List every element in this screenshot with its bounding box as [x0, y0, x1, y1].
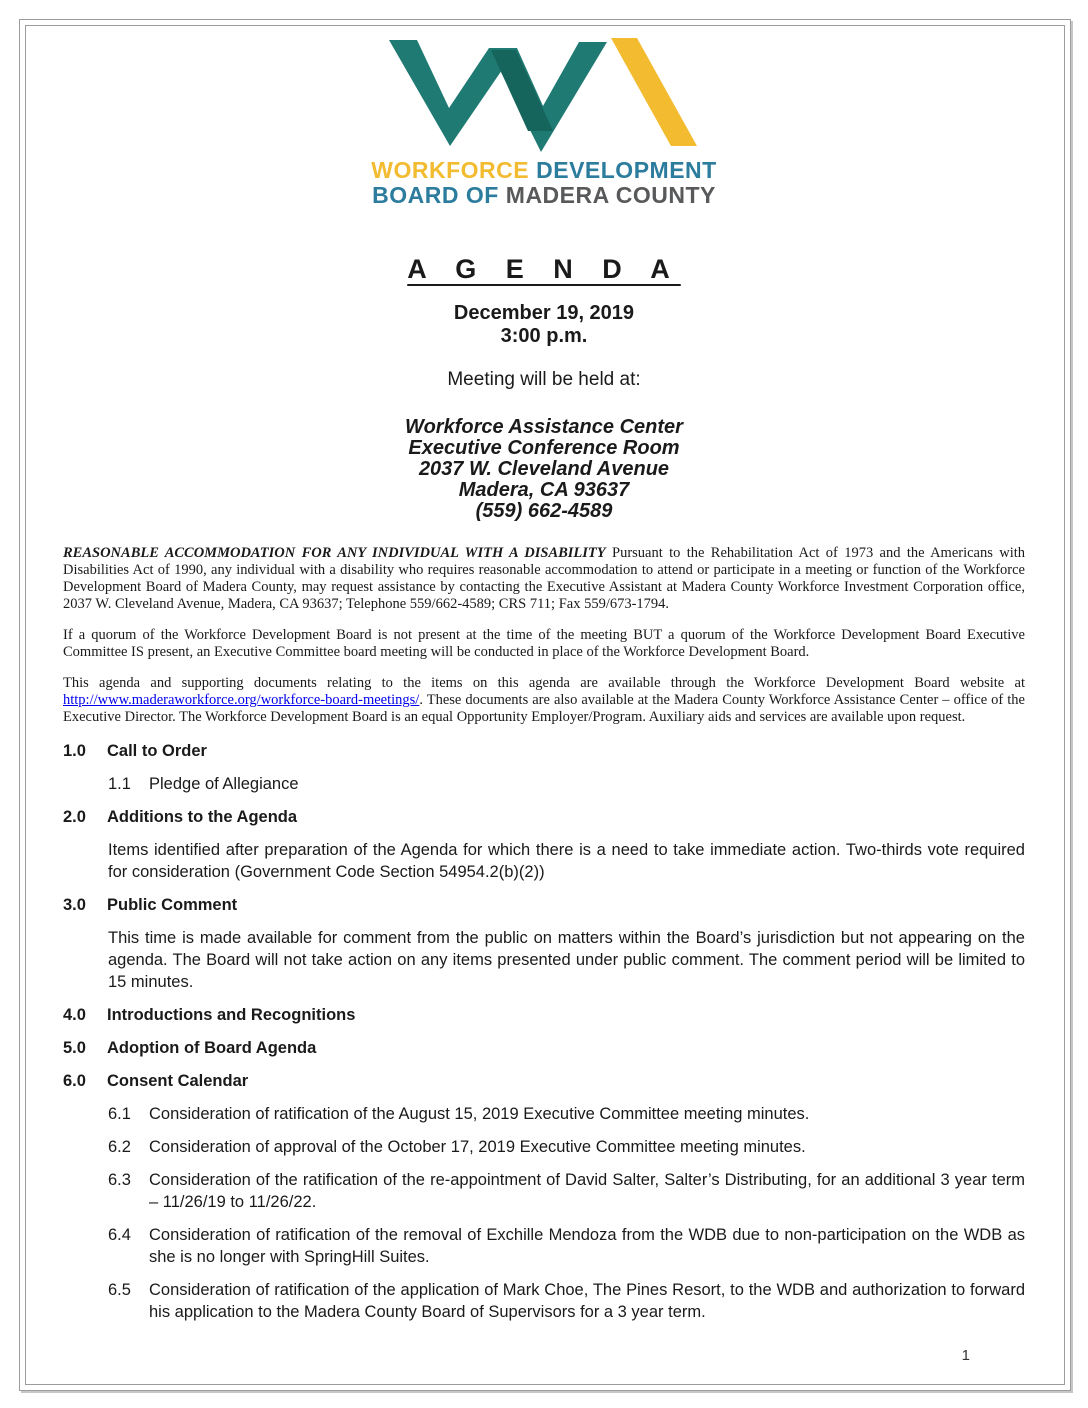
item-text: Consideration of ratification of the August 15, 2019 Executive Committee meeting minutes. [149, 1105, 810, 1123]
board-meetings-link[interactable]: http://www.maderaworkforce.org/workforce-board-meetings/ [63, 692, 420, 708]
location-line: Madera, CA 93637 [458, 479, 630, 501]
agenda-item-6-3 [108, 1169, 1025, 1213]
meeting-time: 3:00 p.m. [500, 325, 588, 347]
logo-wordmark [63, 158, 1025, 208]
logo-text-board-of: BOARD OF [372, 182, 499, 208]
item-text: Pledge of Allegiance [149, 775, 299, 793]
accommodation-notice-lead: REASONABLE ACCOMMODATION FOR ANY INDIVIDUAL WITH A DISABILITY [63, 545, 606, 561]
agenda-item-3-0-body: This time is made available for comment from the public on matters within the Board’s jurisdiction but not appearing on the agenda. The Board will not take action on any items presented under public comment. The comment period will be limited to 15 minutes. [108, 929, 1025, 991]
agenda-items [63, 740, 1025, 1323]
logo-text-workforce: WORKFORCE [371, 157, 530, 183]
item-number: 6.2 [108, 1138, 131, 1156]
workforce-development-logo-icon [379, 34, 709, 156]
agenda-item-6-1 [108, 1103, 1025, 1125]
accommodation-notice-text: Pursuant to the Rehabilitation Act of 1973 and the Americans with Disabilities Act of 1990, any individual with a disability who requires reasonable accommodation to attend or participate in a meeting or function of the Workforce Development Board of Madera County, may request assistance by contacting the Executive Assistant at Madera County Workforce Investment Corporation office, 2037 W. Cleveland Avenue, Madera, CA 93637; Telephone 559/662-4589; CRS 711; Fax 559/673-1794. [63, 545, 1026, 612]
item-number: 1.0 [63, 742, 86, 760]
item-text: Consideration of ratification of the removal of Exchille Mendoza from the WDB due to non-participation on the WDB as she is no longer with SpringHill Suites. [149, 1226, 1025, 1266]
agenda-item-1-1 [108, 773, 1025, 795]
item-title: Adoption of Board Agenda [107, 1039, 317, 1057]
held-at-label: Meeting will be held at: [447, 369, 641, 390]
item-number: 6.4 [108, 1226, 131, 1244]
agenda-item-6-4 [108, 1224, 1025, 1268]
logo-text-development: DEVELOPMENT [536, 157, 717, 183]
location-line: (559) 662-4589 [475, 500, 613, 522]
item-number: 5.0 [63, 1039, 86, 1057]
agenda-item-3-0 [63, 894, 1025, 916]
item-title: Public Comment [107, 896, 238, 914]
location-line: 2037 W. Cleveland Avenue [418, 458, 670, 480]
item-number: 6.3 [108, 1171, 131, 1189]
logo-wordmark-line2 [63, 183, 1025, 208]
logo-wordmark-line1 [63, 158, 1025, 183]
agenda-item-2-0 [63, 806, 1025, 828]
agenda-item-1-0 [63, 740, 1025, 762]
item-number: 6.0 [63, 1072, 86, 1090]
item-title: Introductions and Recognitions [107, 1006, 356, 1024]
item-number: 6.5 [108, 1281, 131, 1299]
logo-text-madera-county: MADERA COUNTY [505, 182, 716, 208]
agenda-item-6-0 [63, 1070, 1025, 1092]
item-title: Additions to the Agenda [107, 808, 298, 826]
item-text: Consideration of the ratification of the re-appointment of David Salter, Salter’s Distributing, for an additional 3 year term – 11/26/19 to 11/26/22. [149, 1171, 1025, 1211]
item-title: Consent Calendar [107, 1072, 249, 1090]
agenda-item-2-0-body: Items identified after preparation of the Agenda for which there is a need to take immediate action. Two-thirds vote required for consideration (Government Code Section 54954.2(b)(2)) [108, 841, 1025, 881]
logo [63, 34, 1025, 208]
page-number: 1 [961, 1347, 970, 1364]
meeting-datetime [63, 302, 1025, 348]
meeting-location [63, 417, 1025, 522]
item-number: 3.0 [63, 896, 86, 914]
accommodation-notice [63, 545, 1025, 613]
agenda-item-6-2 [108, 1136, 1025, 1158]
availability-notice [63, 675, 1025, 726]
location-line: Executive Conference Room [408, 437, 680, 459]
meeting-date: December 19, 2019 [453, 302, 635, 324]
item-number: 6.1 [108, 1105, 131, 1123]
page-title: A G E N D A [407, 254, 681, 284]
quorum-notice: If a quorum of the Workforce Development Board is not present at the time of the meeting BUT a quorum of the Workforce Development Board Executive Committee IS present, an Executive Committee board meeting will be conducted in place of the Workforce Development Board. [63, 627, 1025, 660]
item-text: Consideration of approval of the October 17, 2019 Executive Committee meeting minutes. [149, 1138, 806, 1156]
item-number: 1.1 [108, 775, 131, 793]
agenda-item-6-5 [108, 1279, 1025, 1323]
item-title: Call to Order [107, 742, 207, 760]
notice-section [63, 545, 1025, 726]
agenda-item-5-0 [63, 1037, 1025, 1059]
agenda-item-4-0 [63, 1004, 1025, 1026]
item-number: 4.0 [63, 1006, 86, 1024]
availability-notice-text-after: . These documents are also available at the Madera County Workforce Assistance Center – office of the Executive Director. The Workforce Development Board is an equal Opportunity Employer/Program. Auxiliary aids and services are available upon request. [63, 692, 1025, 725]
location-line: Workforce Assistance Center [405, 416, 683, 438]
availability-notice-text-before: This agenda and supporting documents relating to the items on this agenda are available through the Workforce Development Board website at [63, 675, 1025, 691]
item-number: 2.0 [63, 808, 86, 826]
item-text: Consideration of ratification of the application of Mark Choe, The Pines Resort, to the WDB and authorization to forward his application to the Madera County Board of Supervisors for a 3 year term. [149, 1281, 1025, 1321]
